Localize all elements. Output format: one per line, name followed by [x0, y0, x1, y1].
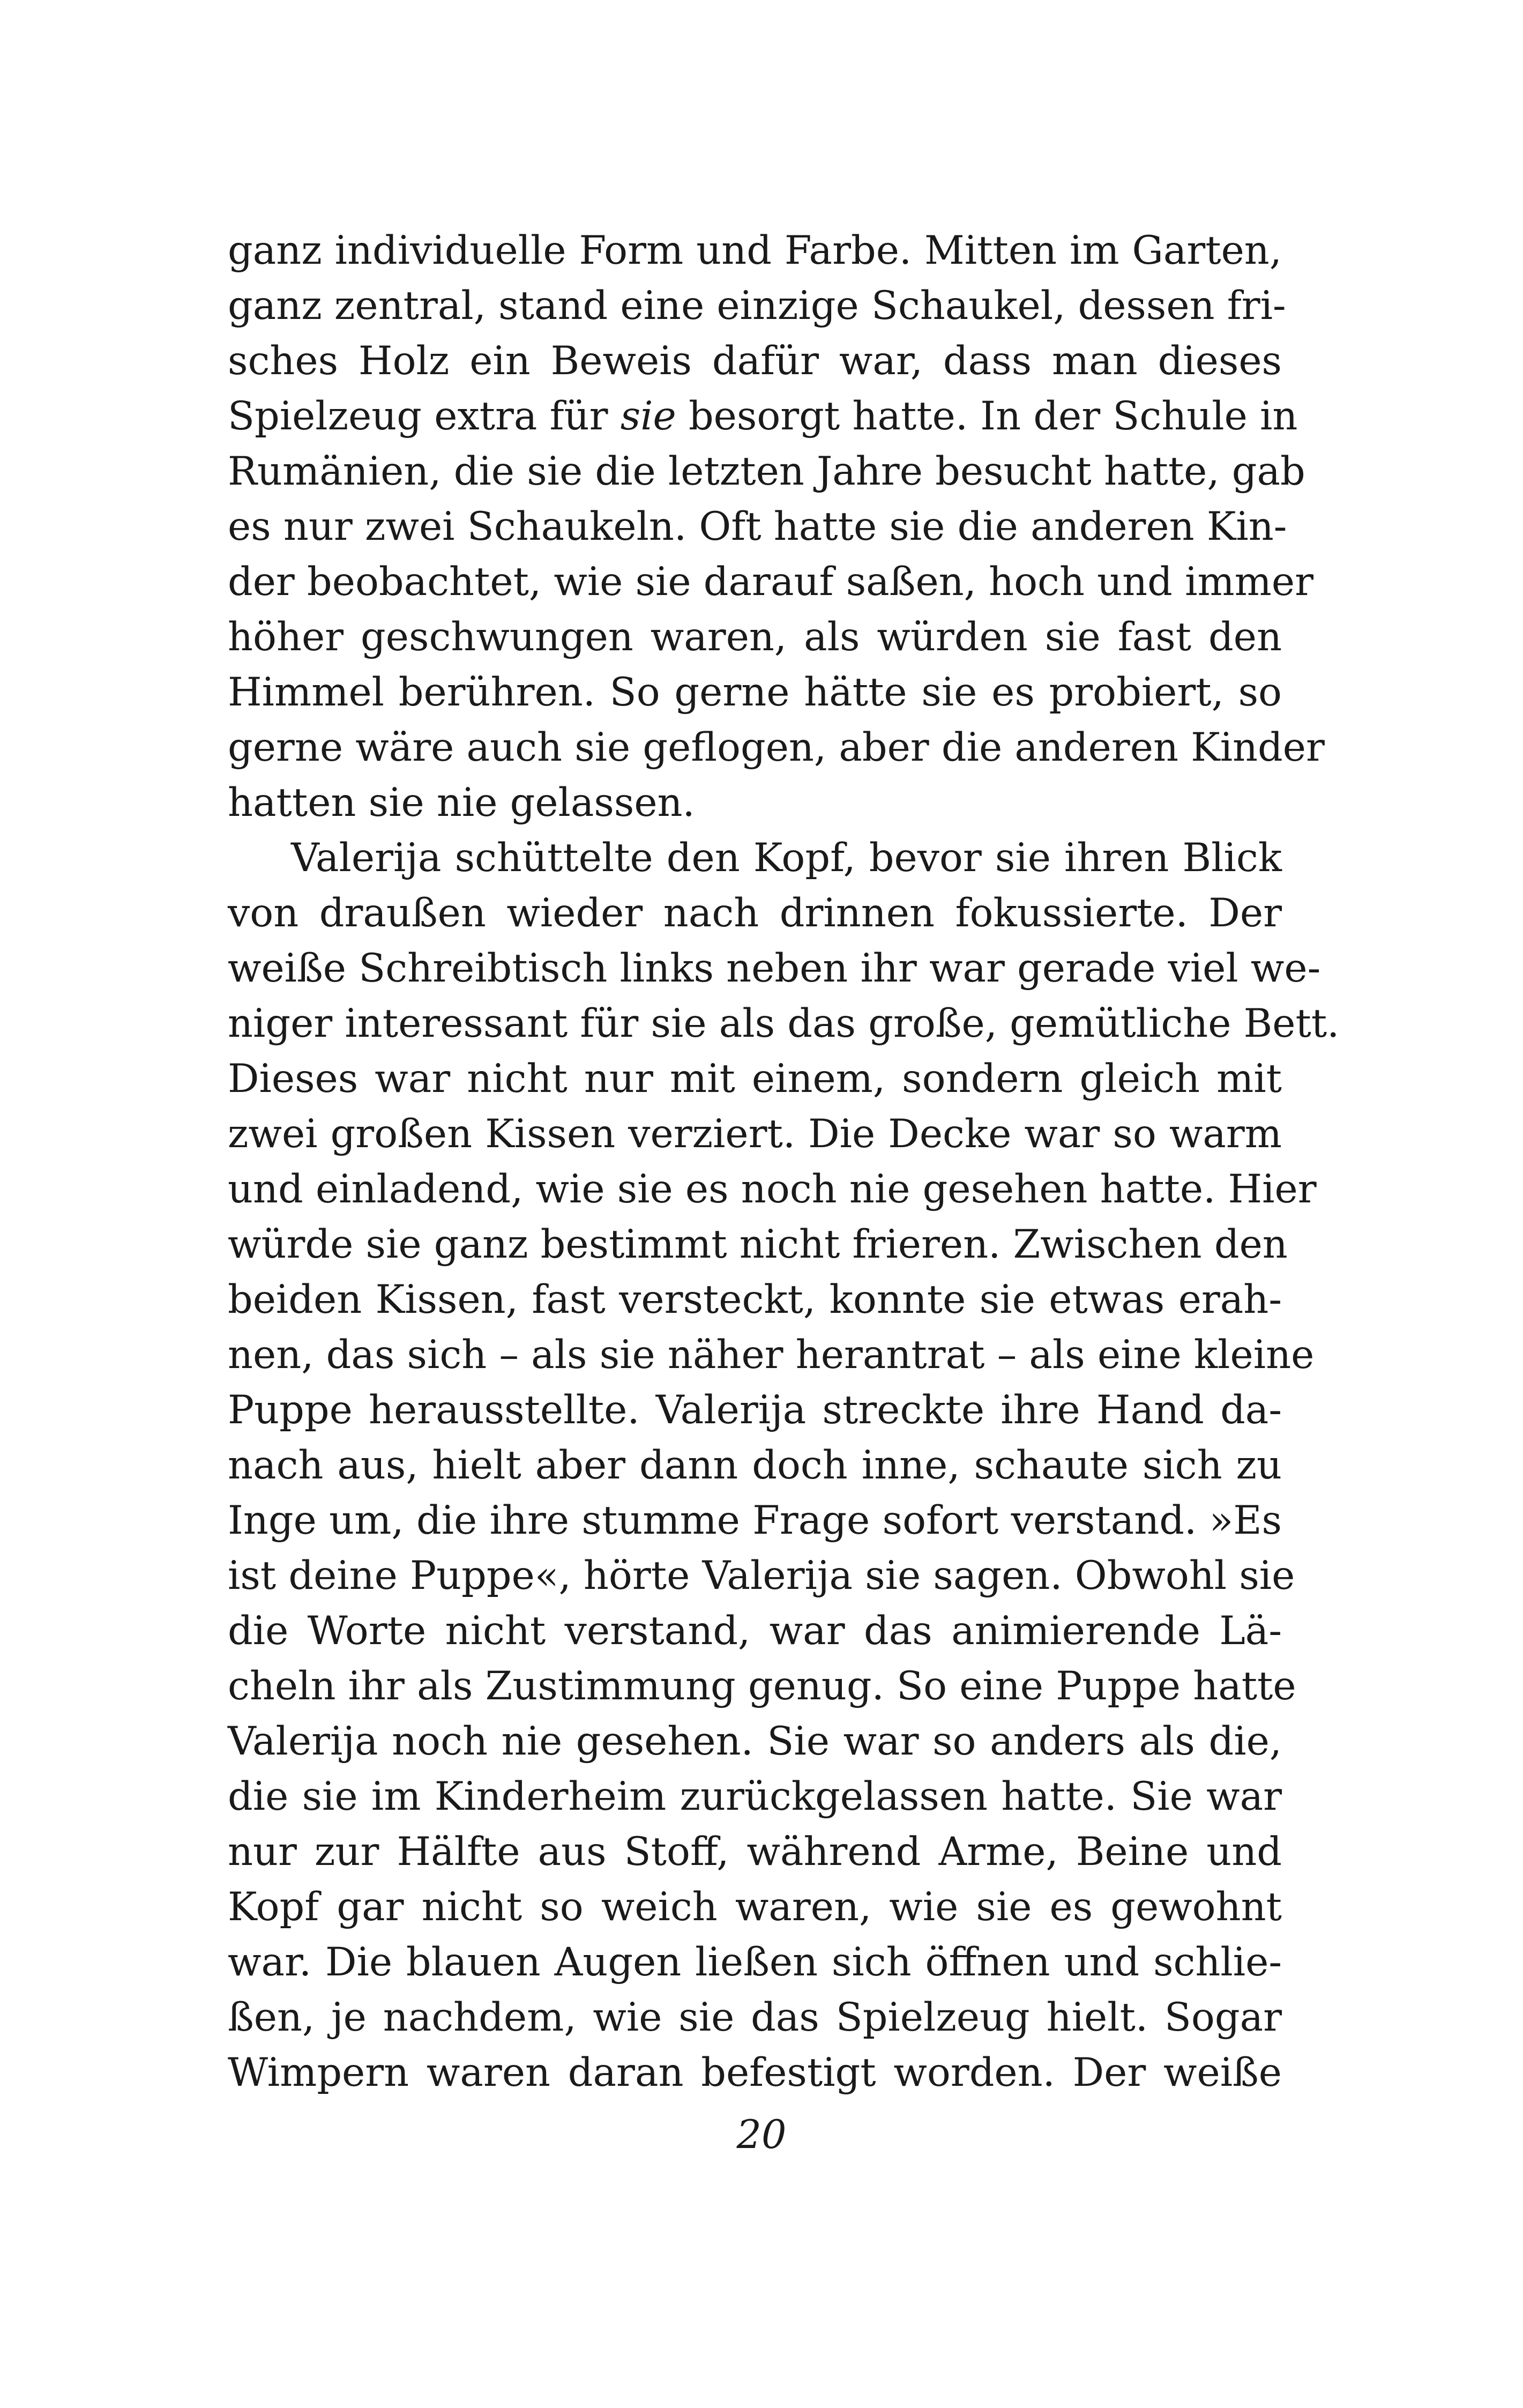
- text-line: würde sie ganz bestimmt nicht frieren. Zwischen den: [228, 1222, 1288, 1267]
- body-text: [228, 223, 1340, 2100]
- text-line: sches Holz ein Beweis dafür war, dass man dieses: [228, 338, 1282, 384]
- text-line: Valerija noch nie gesehen. Sie war so anders als die,: [228, 1719, 1282, 1764]
- text-line: Dieses war nicht nur mit einem, sondern gleich mit: [228, 1056, 1282, 1102]
- text-line: die sie im Kinderheim zurückgelassen hatte. Sie war: [228, 1774, 1282, 1819]
- text-line: es nur zwei Schaukeln. Oft hatte sie die anderen Kin-: [228, 504, 1287, 549]
- text-line: Spielzeug extra für sie besorgt hatte. In der Schule in: [228, 393, 1298, 439]
- text-line: ist deine Puppe«, hörte Valerija sie sagen. Obwohl sie: [228, 1553, 1295, 1599]
- text-line: zwei großen Kissen verziert. Die Decke war so warm: [228, 1111, 1282, 1157]
- text-line: war. Die blauen Augen ließen sich öffnen und schlie-: [228, 1939, 1282, 1985]
- text-line: Puppe herausstellte. Valerija streckte ihre Hand da-: [228, 1387, 1282, 1433]
- text-line: weiße Schreibtisch links neben ihr war gerade viel we-: [228, 946, 1321, 991]
- text-line: von draußen wieder nach drinnen fokussierte. Der: [228, 890, 1282, 936]
- text-line: gerne wäre auch sie geflogen, aber die anderen Kinder: [228, 725, 1325, 770]
- text-line: die Worte nicht verstand, war das animierende Lä-: [228, 1608, 1282, 1654]
- text-line: beiden Kissen, fast versteckt, konnte sie etwas erah-: [228, 1277, 1282, 1322]
- text-line: und einladend, wie sie es noch nie gesehen hatte. Hier: [228, 1166, 1317, 1212]
- text-line: Rumänien, die sie die letzten Jahre besucht hatte, gab: [228, 449, 1305, 494]
- text-line: hatten sie nie gelassen.: [228, 780, 695, 826]
- emphasized-word: sie: [620, 393, 676, 439]
- text-line: nach aus, hielt aber dann doch inne, schaute sich zu: [228, 1443, 1282, 1488]
- text-line: ßen, je nachdem, wie sie das Spielzeug hielt. Sogar: [228, 1995, 1282, 2040]
- text-line: niger interessant für sie als das große, gemütliche Bett.: [228, 1001, 1340, 1046]
- text-line: ganz zentral, stand eine einzige Schaukel, dessen fri-: [228, 283, 1286, 329]
- text-line: cheln ihr als Zustimmung genug. So eine Puppe hatte: [228, 1663, 1296, 1709]
- text-line: Kopf gar nicht so weich waren, wie sie es gewohnt: [228, 1884, 1282, 1930]
- text-line: nen, das sich – als sie näher herantrat – als eine kleine: [228, 1332, 1315, 1378]
- text-line: Wimpern waren daran befestigt worden. Der weiße: [228, 2050, 1282, 2095]
- text-line: ganz individuelle Form und Farbe. Mitten im Garten,: [228, 228, 1282, 273]
- text-line: nur zur Hälfte aus Stoff, während Arme, Beine und: [228, 1829, 1282, 1875]
- page-number: 20: [736, 2112, 787, 2158]
- text-line: Inge um, die ihre stumme Frage sofort verstand. »Es: [228, 1498, 1282, 1543]
- text-line: Himmel berühren. So gerne hätte sie es probiert, so: [228, 670, 1282, 715]
- text-line: Valerija schüttelte den Kopf, bevor sie ihren Blick: [291, 835, 1282, 881]
- text-line: der beobachtet, wie sie darauf saßen, hoch und immer: [228, 559, 1313, 605]
- text-line: höher geschwungen waren, als würden sie fast den: [228, 614, 1282, 660]
